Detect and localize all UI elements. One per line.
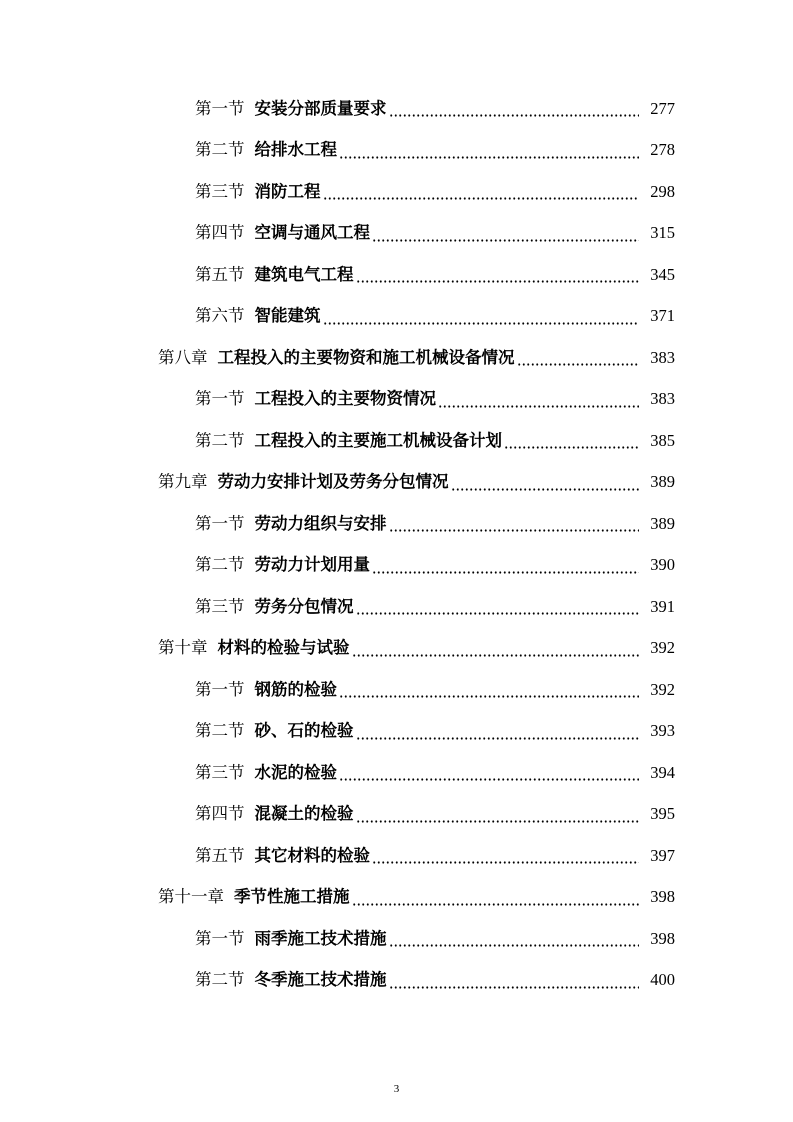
toc-dot-leader xyxy=(356,737,640,740)
page-number: 3 xyxy=(393,1083,400,1095)
toc-dot-leader xyxy=(372,239,639,242)
toc-entry-page: 277 xyxy=(650,98,675,118)
toc-entry-page: 390 xyxy=(650,555,675,574)
toc-section-entry[interactable] xyxy=(0,918,793,960)
toc-entry-number: 第四节 xyxy=(195,223,245,242)
toc-entry-number: 第十章 xyxy=(158,638,208,657)
toc-entry-title: 工程投入的主要物资和施工机械设备情况 xyxy=(217,347,515,367)
toc-entry-title: 智能建筑 xyxy=(254,306,321,325)
toc-entry-title: 给排水工程 xyxy=(254,140,337,159)
toc-dot-leader xyxy=(352,654,640,657)
toc-entry-number: 第五节 xyxy=(195,845,245,865)
toc-entry-number: 第八章 xyxy=(158,347,208,367)
toc-entry-page: 395 xyxy=(650,804,675,823)
toc-entry-title: 劳动力安排计划及劳务分包情况 xyxy=(217,472,449,491)
toc-entry-number: 第一节 xyxy=(195,98,245,118)
toc-section-entry[interactable] xyxy=(0,296,793,338)
toc-entry-page: 371 xyxy=(650,306,675,325)
toc-entry-number: 第一节 xyxy=(195,513,245,533)
toc-entry-title: 工程投入的主要物资情况 xyxy=(254,389,436,408)
toc-entry-page: 391 xyxy=(650,596,675,616)
toc-entry-number: 第一节 xyxy=(195,679,245,699)
toc-entry-page: 392 xyxy=(650,638,675,657)
toc-entry-number: 第六节 xyxy=(195,306,245,325)
toc-entry-title: 钢筋的检验 xyxy=(254,679,337,699)
toc-section-entry[interactable] xyxy=(0,752,793,794)
toc-section-entry[interactable] xyxy=(0,794,793,836)
toc-section-entry[interactable] xyxy=(0,835,793,877)
toc-section-entry[interactable] xyxy=(0,586,793,628)
toc-entry-number: 第四节 xyxy=(195,804,245,823)
toc-entry-title: 水泥的检验 xyxy=(254,762,337,782)
toc-dot-leader xyxy=(389,114,640,117)
toc-entry-page: 298 xyxy=(650,181,675,201)
toc-entry-page: 278 xyxy=(650,140,675,159)
toc-entry-number: 第一节 xyxy=(195,389,245,408)
toc-chapter-entry[interactable] xyxy=(0,462,793,504)
toc-section-entry[interactable] xyxy=(0,254,793,296)
toc-entry-page: 393 xyxy=(650,721,675,740)
toc-entry-page: 398 xyxy=(650,887,675,906)
toc-section-entry[interactable] xyxy=(0,420,793,462)
toc-entry-title: 混凝土的检验 xyxy=(254,804,354,823)
toc-entry-title: 劳动力计划用量 xyxy=(254,555,370,574)
toc-entry-number: 第二节 xyxy=(195,970,245,989)
toc-entry-page: 397 xyxy=(650,845,675,865)
toc-entry-page: 383 xyxy=(650,347,675,367)
toc-dot-leader xyxy=(356,280,640,283)
toc-section-entry[interactable] xyxy=(0,711,793,753)
toc-entry-title: 工程投入的主要施工机械设备计划 xyxy=(254,430,502,450)
toc-section-entry[interactable] xyxy=(0,213,793,255)
toc-entry-number: 第九章 xyxy=(158,472,208,491)
toc-dot-leader xyxy=(339,778,639,781)
toc-dot-leader xyxy=(356,612,640,615)
toc-entry-page: 389 xyxy=(650,513,675,533)
toc-entry-number: 第二节 xyxy=(195,555,245,574)
toc-dot-leader xyxy=(438,405,639,408)
toc-entry-title: 安装分部质量要求 xyxy=(254,98,387,118)
toc-dot-leader xyxy=(323,322,640,325)
toc-dot-leader xyxy=(356,820,640,823)
toc-section-entry[interactable] xyxy=(0,379,793,421)
toc-section-entry[interactable] xyxy=(0,545,793,587)
toc-dot-leader xyxy=(323,197,640,200)
toc-entry-title: 空调与通风工程 xyxy=(254,223,370,242)
toc-entry-title: 劳动力组织与安排 xyxy=(254,513,387,533)
toc-entry-title: 雨季施工技术措施 xyxy=(254,928,387,948)
toc-entry-page: 394 xyxy=(650,762,675,782)
toc-entry-number: 第二节 xyxy=(195,140,245,159)
toc-chapter-entry[interactable] xyxy=(0,337,793,379)
toc-dot-leader xyxy=(389,529,640,532)
toc-dot-leader xyxy=(339,695,639,698)
toc-dot-leader xyxy=(451,488,640,491)
toc-entry-page: 392 xyxy=(650,679,675,699)
toc-section-entry[interactable] xyxy=(0,503,793,545)
toc-entry-title: 砂、石的检验 xyxy=(254,721,354,740)
toc-entry-page: 345 xyxy=(650,264,675,284)
toc-dot-leader xyxy=(517,363,640,366)
toc-entry-page: 383 xyxy=(650,389,675,408)
toc-entry-number: 第二节 xyxy=(195,721,245,740)
toc-entry-title: 劳务分包情况 xyxy=(254,596,354,616)
toc-section-entry[interactable] xyxy=(0,130,793,172)
table-of-contents xyxy=(0,88,793,1001)
toc-entry-number: 第二节 xyxy=(195,430,245,450)
toc-dot-leader xyxy=(389,944,640,947)
toc-entry-page: 315 xyxy=(650,223,675,242)
toc-entry-page: 400 xyxy=(650,970,675,989)
toc-dot-leader xyxy=(389,986,640,989)
toc-dot-leader xyxy=(339,156,639,159)
toc-entry-number: 第三节 xyxy=(195,596,245,616)
toc-entry-title: 建筑电气工程 xyxy=(254,264,354,284)
toc-dot-leader xyxy=(352,903,640,906)
toc-section-entry[interactable] xyxy=(0,88,793,130)
toc-entry-page: 389 xyxy=(650,472,675,491)
toc-entry-page: 398 xyxy=(650,928,675,948)
toc-section-entry[interactable] xyxy=(0,171,793,213)
toc-entry-number: 第三节 xyxy=(195,762,245,782)
toc-entry-title: 季节性施工措施 xyxy=(234,887,350,906)
toc-dot-leader xyxy=(372,571,639,574)
toc-entry-number: 第五节 xyxy=(195,264,245,284)
toc-section-entry[interactable] xyxy=(0,960,793,1002)
toc-chapter-entry[interactable] xyxy=(0,628,793,670)
toc-dot-leader xyxy=(504,446,639,449)
toc-chapter-entry[interactable] xyxy=(0,877,793,919)
toc-entry-number: 第三节 xyxy=(195,181,245,201)
toc-entry-title: 其它材料的检验 xyxy=(254,845,370,865)
toc-entry-title: 材料的检验与试验 xyxy=(217,638,350,657)
toc-entry-title: 消防工程 xyxy=(254,181,321,201)
toc-entry-number: 第十一章 xyxy=(158,887,224,906)
toc-entry-page: 385 xyxy=(650,430,675,450)
toc-section-entry[interactable] xyxy=(0,669,793,711)
toc-entry-title: 冬季施工技术措施 xyxy=(254,970,387,989)
toc-dot-leader xyxy=(372,861,639,864)
toc-entry-number: 第一节 xyxy=(195,928,245,948)
